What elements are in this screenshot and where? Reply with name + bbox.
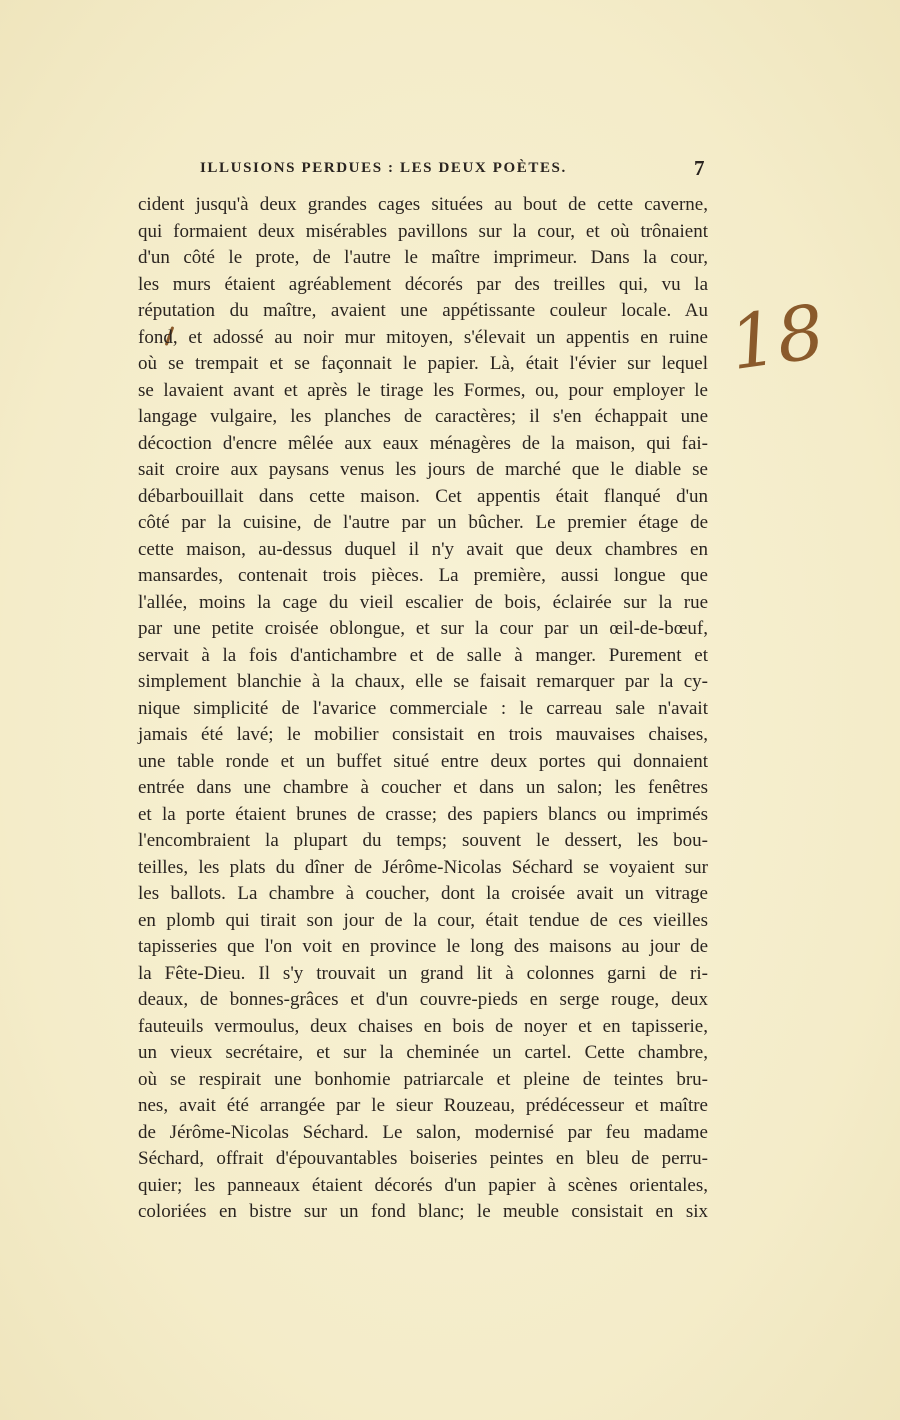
text-line: mansardes, contenait trois pièces. La première, aussi longue que: [138, 565, 708, 586]
text-line: quier; les panneaux étaient décorés d'un papier à scènes orientales,: [138, 1174, 708, 1196]
text-line: fond, et adossé au noir mur mitoyen, s'élevait un appentis en ruine: [138, 326, 708, 348]
text-line: teilles, les plats du dîner de Jérôme-Nicolas Séchard se voyaient sur: [138, 856, 708, 878]
text-line: nique simplicité de l'avarice commerciale : le carreau sale n'avait: [138, 697, 708, 719]
text-line: sait croire aux paysans venus les jours de marché que le diable se: [138, 459, 708, 480]
text-line: entrée dans une chambre à coucher et dans un salon; les fenêtres: [138, 777, 708, 798]
text-line: servait à la fois d'antichambre et de salle à manger. Purement et: [138, 644, 708, 666]
text-line: un vieux secrétaire, et sur la cheminée un cartel. Cette chambre,: [138, 1042, 708, 1063]
running-header: ILLUSIONS PERDUES : LES DEUX POÈTES.: [200, 160, 567, 176]
text-line: cette maison, au-dessus duquel il n'y avait que deux chambres en: [138, 538, 708, 560]
text-line: débarbouillait dans cette maison. Cet appentis était flanqué d'un: [138, 485, 708, 507]
text-line: d'un côté le prote, de l'autre le maître imprimeur. Dans la cour,: [138, 247, 708, 268]
text-line: décoction d'encre mêlée aux eaux ménagères de la maison, qui fai-: [138, 432, 708, 454]
text-line: en plomb qui tirait son jour de la cour, était tendue de ces vieilles: [138, 909, 708, 931]
text-line: tapisseries que l'on voit en province le long des maisons au jour de: [138, 936, 708, 957]
text-line: Séchard, offrait d'épouvantables boiseries peintes en bleu de perru-: [138, 1148, 708, 1169]
text-line: où se trempait et se façonnait le papier. Là, était l'évier sur lequel: [138, 353, 708, 374]
text-line: nes, avait été arrangée par le sieur Rouzeau, prédécesseur et maître: [138, 1095, 708, 1116]
body-text: [138, 192, 708, 1226]
text-line: simplement blanchie à la chaux, elle se faisait remarquer par la cy-: [138, 671, 708, 692]
text-line: et la porte étaient brunes de crasse; des papiers blancs ou imprimés: [138, 803, 708, 825]
text-line: deaux, de bonnes-grâces et d'un couvre-pieds en serge rouge, deux: [138, 989, 708, 1010]
text-line: les ballots. La chambre à coucher, dont la croisée avait un vitrage: [138, 883, 708, 904]
text-line: côté par la cuisine, de l'autre par un bûcher. Le premier étage de: [138, 512, 708, 533]
text-line: de Jérôme-Nicolas Séchard. Le salon, modernisé par feu madame: [138, 1121, 708, 1143]
handwritten-annotation: 18: [724, 288, 830, 388]
text-line: langage vulgaire, les planches de caractères; il s'en échappait une: [138, 406, 708, 427]
text-line: se lavaient avant et après le tirage les Formes, ou, pour employer le: [138, 379, 708, 401]
text-line: coloriées en bistre sur un fond blanc; le meuble consistait en six: [138, 1201, 708, 1222]
text-line: fauteuils vermoulus, deux chaises en bois de noyer et en tapisserie,: [138, 1015, 708, 1037]
text-line: qui formaient deux misérables pavillons sur la cour, et où trônaient: [138, 220, 708, 242]
text-line: cident jusqu'à deux grandes cages situées au bout de cette caverne,: [138, 194, 708, 215]
text-line: l'encombraient la plupart du temps; souvent le dessert, les bou-: [138, 830, 708, 851]
text-line: réputation du maître, avaient une appétissante couleur locale. Au: [138, 300, 708, 321]
text-line: les murs étaient agréablement décorés par des treilles qui, vu la: [138, 273, 708, 295]
page-number: 7: [694, 156, 705, 180]
text-line: par une petite croisée oblongue, et sur la cour par un œil-de-bœuf,: [138, 618, 708, 639]
text-line: jamais été lavé; le mobilier consistait en trois mauvaises chaises,: [138, 724, 708, 745]
text-line: la Fête-Dieu. Il s'y trouvait un grand lit à colonnes garni de ri-: [138, 962, 708, 984]
text-line: où se respirait une bonhomie patriarcale et pleine de teintes bru-: [138, 1068, 708, 1090]
text-line: l'allée, moins la cage du vieil escalier de bois, éclairée sur la rue: [138, 591, 708, 613]
text-line: une table ronde et un buffet situé entre deux portes qui donnaient: [138, 750, 708, 772]
